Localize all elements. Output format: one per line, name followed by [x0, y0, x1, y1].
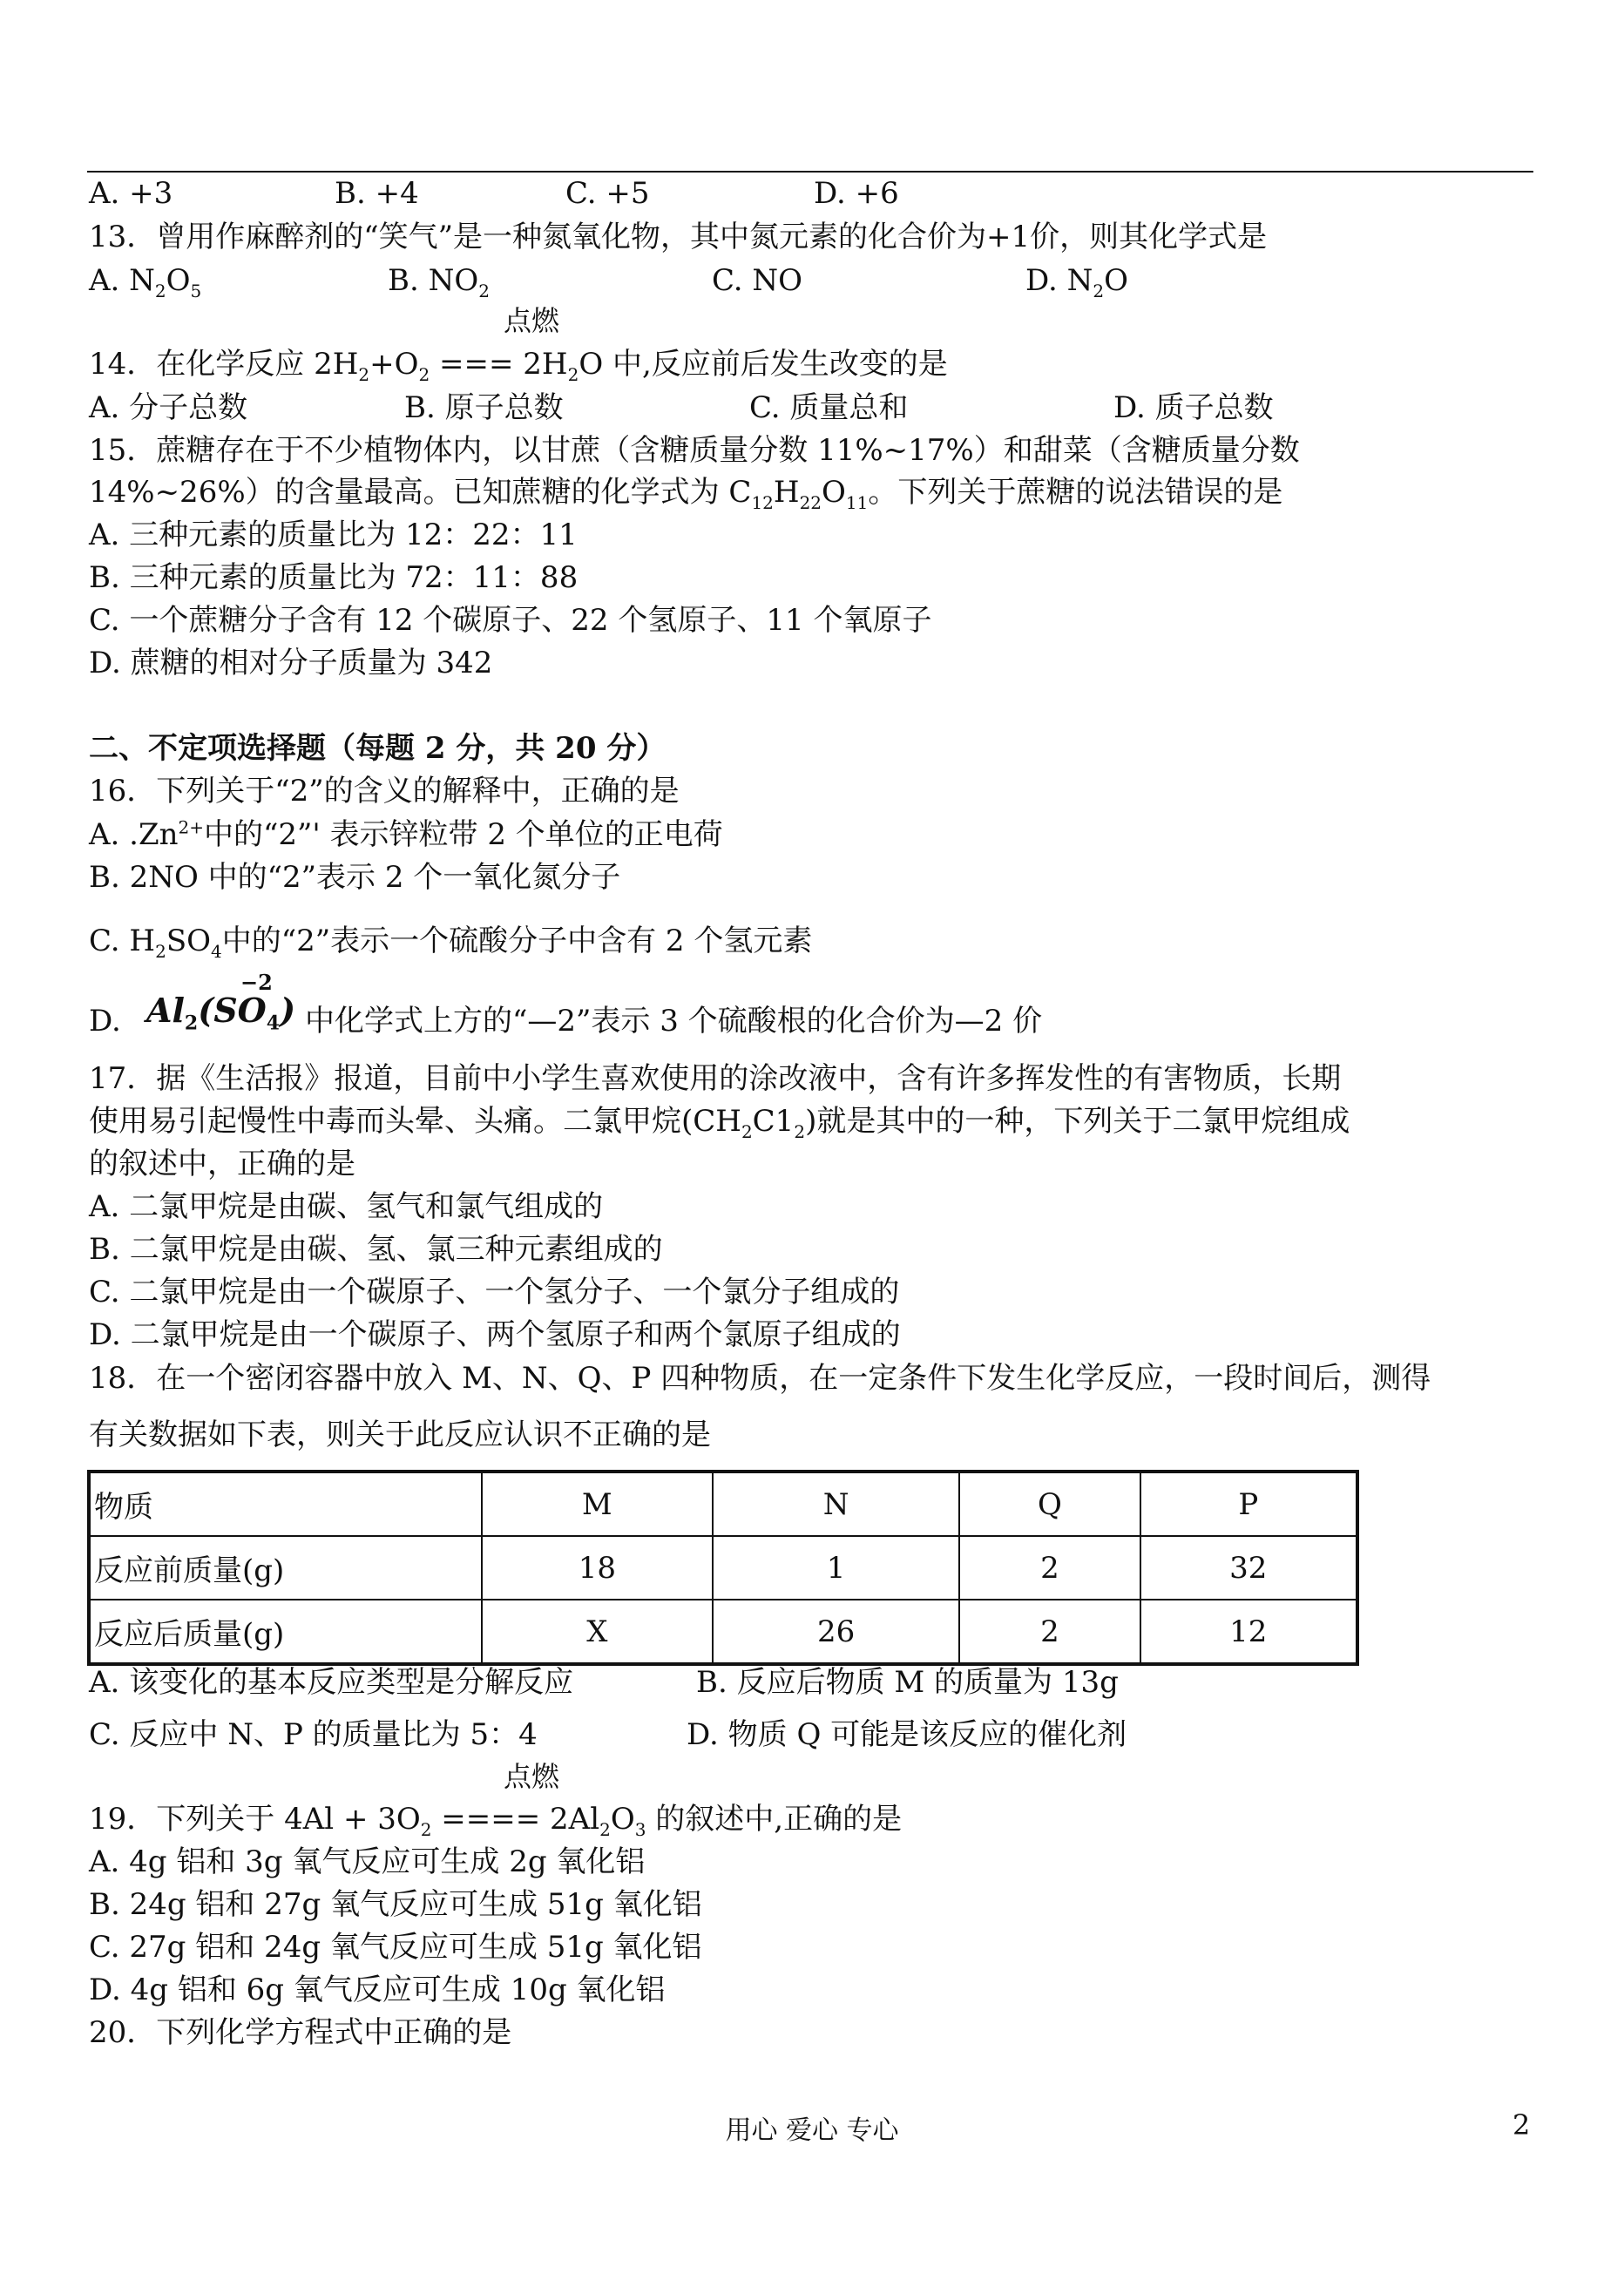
table-cell: 2	[959, 1600, 1140, 1664]
q19-option-b: B. 24g 铝和 27g 氧气反应可生成 51g 氧化铝	[89, 1887, 702, 1922]
q19-stem: 19．下列关于 $4Al + 3O_2$ ==== $2Al_2O_3$ 的叙述中,正确的是	[89, 1802, 903, 1840]
table-cell: X	[482, 1600, 713, 1664]
q17-option-d: D. 二氯甲烷是由一个碳原子、两个氢原子和两个氯原子组成的	[89, 1317, 901, 1352]
q17-stem-line3: 的叙述中，正确的是	[89, 1147, 355, 1181]
q18-option-d: D. 物质 Q 可能是该反应的催化剂	[687, 1717, 1127, 1752]
q16-option-b: B. 2NO 中的“2”表示 2 个一氧化氮分子	[89, 860, 621, 895]
q13-option-b: B. $NO_2$	[388, 263, 490, 301]
aluminium-sulfate-formula: $Al_2(SO_4)$ −2	[146, 991, 295, 1030]
q19-option-d: D. 4g 铝和 6g 氧气反应可生成 10g 氧化铝	[89, 1973, 666, 2007]
q14-option-d: D. 质子总数	[1113, 390, 1274, 425]
q16-stem: 16．下列关于“2”的含义的解释中，正确的是	[89, 774, 680, 809]
q15-stem-line1: 15．蔗糖存在于不少植物体内，以甘蔗（含糖质量分数 11%~17%）和甜菜（含糖质量分数	[89, 433, 1300, 468]
q12-option-b: B. +4	[335, 176, 419, 211]
table-cell: 1	[713, 1536, 959, 1600]
q18-option-b: B. 反应后物质 M 的质量为 13g	[696, 1665, 1119, 1700]
q18-option-c: C. 反应中 N、P 的质量比为 5：4	[89, 1717, 538, 1752]
q15-option-c: C. 一个蔗糖分子含有 12 个碳原子、22 个氢原子、11 个氧原子	[89, 603, 932, 638]
q17-option-b: B. 二氯甲烷是由碳、氢、氯三种元素组成的	[89, 1232, 663, 1267]
q16-option-d-label: D.	[89, 1004, 121, 1039]
table-header-cell: Q	[959, 1472, 1140, 1536]
q13-stem: 13．曾用作麻醉剂的“笑气”是一种氮氧化物，其中氮元素的化合价为+1价，则其化学式是	[89, 220, 1268, 254]
page-footer: 用心 爱心 专心	[725, 2115, 899, 2146]
q15-option-d: D. 蔗糖的相对分子质量为 342	[89, 646, 493, 680]
mass-data-table	[87, 1470, 1359, 1666]
table-cell: 26	[713, 1600, 959, 1664]
table-cell: 反应后质量(g)	[89, 1600, 482, 1664]
q15-stem-line2: 14%~26%）的含量最高。已知蔗糖的化学式为 $C_{12}H_{22}O_{11}$。下列关于蔗糖的说法错误的是	[89, 475, 1283, 513]
q17-stem-line2: 使用易引起慢性中毒而头晕、头痛。二氯甲烷$(CH_2C1_2)$就是其中的一种，下列关于二氯甲烷组成	[89, 1104, 1350, 1142]
q14-option-b: B. 原子总数	[404, 390, 564, 425]
page-number: 2	[1512, 2108, 1531, 2142]
q12-option-a: A. +3	[89, 176, 173, 211]
table-cell: 18	[482, 1536, 713, 1600]
table-header-cell: 物质	[89, 1472, 482, 1536]
table-row	[89, 1600, 1357, 1664]
q16-option-a: A. $.Zn^{2+}$中的“2”' 表示锌粒带 2 个单位的正电荷	[89, 816, 723, 852]
q13-option-d: D. $N_2O$	[1025, 263, 1129, 301]
table-row	[89, 1536, 1357, 1600]
q19-option-a: A. 4g 铝和 3g 氧气反应可生成 2g 氧化铝	[89, 1844, 646, 1879]
table-header-cell: N	[713, 1472, 959, 1536]
q15-option-b: B. 三种元素的质量比为 72：11：88	[89, 560, 579, 595]
q14-option-a: A. 分子总数	[89, 390, 248, 425]
q18-option-a: A. 该变化的基本反应类型是分解反应	[89, 1665, 574, 1700]
q18-stem-line2: 有关数据如下表，则关于此反应认识不正确的是	[89, 1418, 711, 1452]
q14-option-c: C. 质量总和	[749, 390, 909, 425]
q13-option-a: A. $N_2O_5$	[89, 263, 202, 301]
valence-mark: −2	[240, 970, 273, 995]
q17-stem-line1: 17．据《生活报》报道，目前中小学生喜欢使用的涂改液中，含有许多挥发性的有害物质，长期	[89, 1061, 1342, 1096]
q16-option-c: C. $H_2SO_4$中的“2”表示一个硫酸分子中含有 2 个氢元素	[89, 924, 813, 962]
table-header-cell: P	[1140, 1472, 1357, 1536]
q18-stem-line1: 18．在一个密闭容器中放入 M、N、Q、P 四种物质，在一定条件下发生化学反应，一段时间后，测得	[89, 1361, 1431, 1396]
q14-reaction-condition: 点燃	[504, 304, 560, 337]
q15-option-a: A. 三种元素的质量比为 12：22：11	[89, 518, 578, 552]
table-cell: 反应前质量(g)	[89, 1536, 482, 1600]
table-cell: 32	[1140, 1536, 1357, 1600]
q19-option-c: C. 27g 铝和 24g 氧气反应可生成 51g 氧化铝	[89, 1930, 702, 1965]
q19-reaction-condition: 点燃	[504, 1760, 560, 1793]
q12-option-d: D. +6	[814, 176, 899, 211]
q20-stem: 20．下列化学方程式中正确的是	[89, 2015, 512, 2050]
table-cell: 12	[1140, 1600, 1357, 1664]
table-cell: 2	[959, 1536, 1140, 1600]
section-2-title: 二、不定项选择题（每题 2 分，共 20 分）	[89, 731, 667, 766]
q12-option-c: C. +5	[565, 176, 650, 211]
q17-option-c: C. 二氯甲烷是由一个碳原子、一个氢分子、一个氯分子组成的	[89, 1275, 900, 1309]
q14-stem: 14．在化学反应 $2H_2+O_2$ === $2H_2O$ 中,反应前后发生改变的是	[89, 347, 948, 385]
q17-option-a: A. 二氯甲烷是由碳、氢气和氯气组成的	[89, 1189, 604, 1224]
q13-option-c: C. NO	[712, 263, 803, 298]
q16-option-d-text: 中化学式上方的“—2”表示 3 个硫酸根的化合价为—2 价	[305, 1004, 1043, 1039]
header-rule	[87, 171, 1533, 173]
table-header-row	[89, 1472, 1357, 1536]
table-header-cell: M	[482, 1472, 713, 1536]
